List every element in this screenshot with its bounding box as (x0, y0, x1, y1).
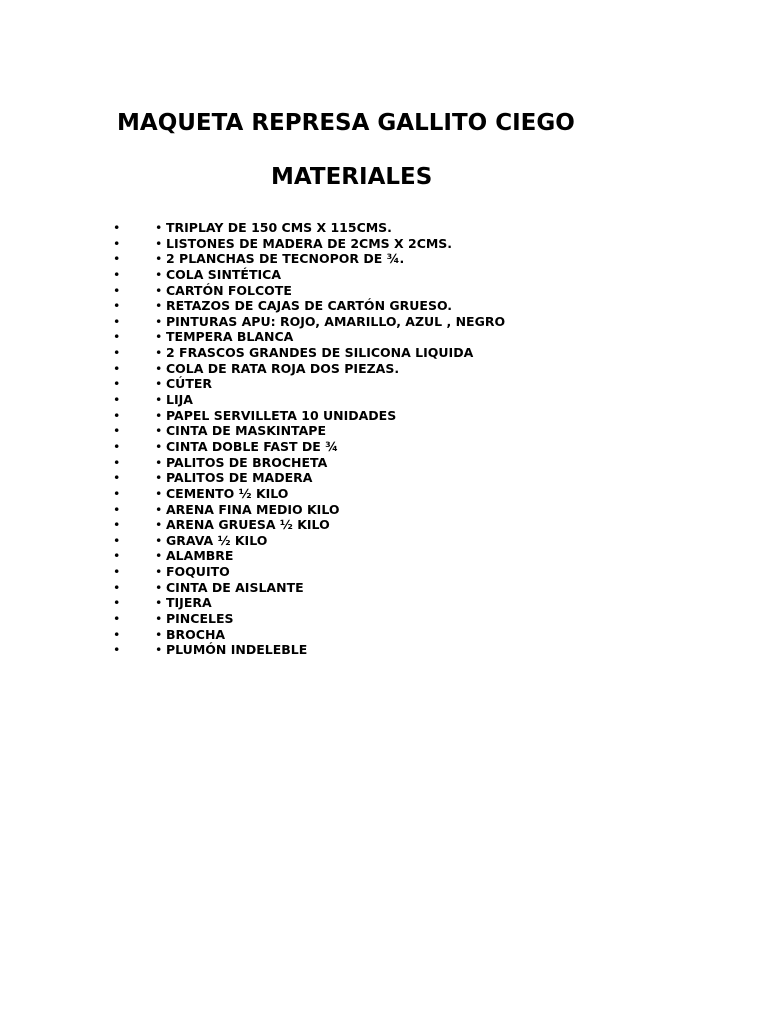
list-bullet: • (113, 360, 121, 376)
list-item-text: CINTA DE MASKINTAPE (166, 423, 326, 439)
list-item-text: TRIPLAY DE 150 CMS X 115CMS. (166, 220, 392, 235)
list-bullet: • (113, 611, 121, 627)
list-item-text: PAPEL SERVILLETA 10 UNIDADES (166, 407, 397, 423)
list-bullet: • (113, 626, 121, 642)
list-bullet: • (155, 423, 163, 439)
list-bullet: • (113, 642, 121, 658)
list-bullet: • (155, 313, 163, 329)
list-item-text: CINTA DOBLE FAST DE ¾ (166, 438, 339, 454)
list-item-text: PINTURAS APU: ROJO, AMARILLO, AZUL , NEGRO (166, 313, 506, 329)
list-bullet: • (113, 376, 121, 392)
list-bullet: • (155, 360, 163, 376)
list-item-text: COLA DE RATA ROJA DOS PIEZAS. (166, 360, 400, 376)
list-bullet: • (113, 470, 121, 486)
list-bullet: • (113, 266, 121, 282)
list-bullet: • (113, 485, 121, 501)
list-bullet: • (113, 423, 121, 439)
list-bullet: • (155, 501, 163, 517)
list-bullet: • (155, 251, 163, 267)
list-bullet: • (155, 392, 163, 408)
list-item-text: BROCHA (166, 626, 226, 642)
list-bullet: • (113, 313, 121, 329)
list-bullet: • (155, 564, 163, 580)
list-bullet: • (113, 251, 121, 267)
list-bullet: • (155, 595, 163, 611)
list-item-text: CINTA DE AISLANTE (166, 579, 304, 595)
list-bullet: • (155, 485, 163, 501)
list-item-text: 2 FRASCOS GRANDES DE SILICONA LIQUIDA (166, 345, 474, 361)
list-bullet: • (113, 298, 121, 314)
list-bullet: • (113, 235, 121, 251)
list-item-text: GRAVA ½ KILO (166, 532, 268, 548)
list-bullet: • (155, 454, 163, 470)
list-item-text: PALITOS DE BROCHETA (166, 454, 328, 470)
list-item-text: PALITOS DE MADERA (166, 470, 313, 486)
list-item-text: 2 PLANCHAS DE TECNOPOR DE ¾. (166, 251, 405, 267)
list-bullet: • (155, 438, 163, 454)
list-item-text: FOQUITO (166, 564, 230, 580)
list-bullet: • (113, 564, 121, 580)
list-bullet: • (155, 345, 163, 361)
list-item-text: TEMPERA BLANCA (166, 329, 294, 345)
list-bullet: • (155, 642, 163, 658)
list-bullet: • (155, 470, 163, 486)
list-bullet: • (113, 548, 121, 564)
list-bullet: • (155, 329, 163, 345)
document-subtitle: MATERIALES (271, 164, 433, 190)
list-bullet: • (113, 595, 121, 611)
list-bullet: • (113, 329, 121, 345)
list-bullet: • (155, 548, 163, 564)
list-item-text: TIJERA (166, 595, 212, 611)
list-bullet: • (155, 407, 163, 423)
list-bullet: • (113, 392, 121, 408)
list-bullet: • (155, 266, 163, 282)
list-item-text: CÚTER (166, 376, 213, 392)
list-bullet: • (113, 517, 121, 533)
list-bullet: • (155, 376, 163, 392)
list-bullet: • (113, 438, 121, 454)
list-bullet: • (113, 501, 121, 517)
list-bullet: • (155, 626, 163, 642)
list-item-text: ARENA GRUESA ½ KILO (166, 517, 330, 533)
list-bullet: • (155, 532, 163, 548)
list-bullet: • (155, 220, 163, 235)
list-bullet: • (113, 220, 121, 235)
list-bullet: • (155, 282, 163, 298)
list-bullet: • (113, 407, 121, 423)
list-bullet: • (113, 345, 121, 361)
list-bullet: • (113, 532, 121, 548)
list-bullet: • (155, 579, 163, 595)
list-item-text: CEMENTO ½ KILO (166, 485, 289, 501)
list-bullet: • (155, 611, 163, 627)
list-bullet: • (155, 298, 163, 314)
list-item-text: LISTONES DE MADERA DE 2CMS X 2CMS. (166, 235, 453, 251)
list-item-text: CARTÓN FOLCOTE (166, 282, 292, 298)
list-item-text: LIJA (166, 392, 193, 408)
list-bullet: • (113, 454, 121, 470)
list-bullet: • (113, 282, 121, 298)
list-bullet: • (155, 235, 163, 251)
list-item-text: PINCELES (166, 611, 234, 627)
list-item-text: PLUMÓN INDELEBLE (166, 642, 308, 658)
document-title: MAQUETA REPRESA GALLITO CIEGO (117, 110, 575, 136)
list-item-text: RETAZOS DE CAJAS DE CARTÓN GRUESO. (166, 298, 453, 314)
list-bullet: • (155, 517, 163, 533)
list-bullet: • (113, 579, 121, 595)
list-item-text: COLA SINTÉTICA (166, 266, 281, 282)
list-item-text: ARENA FINA MEDIO KILO (166, 501, 340, 517)
list-item-text: ALAMBRE (166, 548, 234, 564)
